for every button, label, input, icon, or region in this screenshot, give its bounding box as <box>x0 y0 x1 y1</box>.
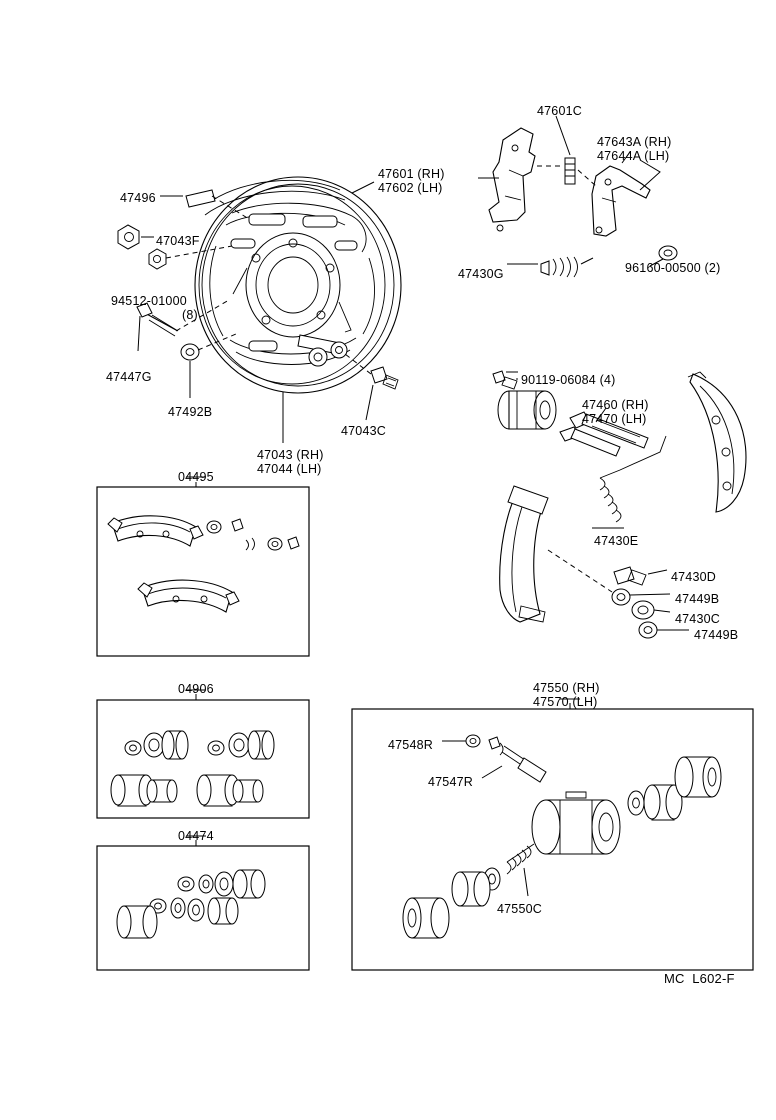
label-47601c: 47601C <box>537 104 582 118</box>
label-47430d: 47430D <box>671 570 716 584</box>
label-47430e: 47430E <box>594 534 639 548</box>
cylinder-spring <box>507 844 534 896</box>
label-47548r: 47548R <box>388 738 433 752</box>
kit-04495 <box>97 477 309 656</box>
label-47449b-upper: 47449B <box>675 592 720 606</box>
cup-47430c <box>632 601 670 619</box>
kit-04474 <box>97 836 309 970</box>
label-47043-rh: 47043 (RH) <box>257 448 324 462</box>
label-47430g: 47430G <box>458 267 504 281</box>
label-94512-qty: (8) <box>182 308 198 322</box>
label-94512-01000: 94512-01000 <box>111 294 187 308</box>
label-96160-00500: 96160-00500 (2) <box>625 261 721 275</box>
label-47550-rh: 47550 (RH) <box>533 681 600 695</box>
label-04474: 04474 <box>178 829 214 843</box>
label-47043f: 47043F <box>156 234 200 248</box>
label-04495: 04495 <box>178 470 214 484</box>
label-47460-rh: 47460 (RH) <box>582 398 649 412</box>
label-90119-06084: 90119-06084 (4) <box>521 373 616 387</box>
leader-47601 <box>352 182 374 193</box>
label-47043c: 47043C <box>341 424 386 438</box>
label-47643a: 47643A (RH) <box>597 135 672 149</box>
label-47496: 47496 <box>120 191 156 205</box>
label-47602-lh: 47602 (LH) <box>378 181 443 195</box>
footer-code: MC L602-F <box>664 971 735 986</box>
spring-47430g <box>507 257 593 277</box>
kit-04906 <box>97 690 309 818</box>
label-47470-lh: 47470 (LH) <box>582 412 647 426</box>
label-47447g: 47447G <box>106 370 152 384</box>
brake-shoe-left <box>500 486 548 622</box>
label-47550c: 47550C <box>497 902 542 916</box>
backing-plate-group <box>195 177 401 393</box>
label-47430c: 47430C <box>675 612 720 626</box>
label-47547r: 47547R <box>428 775 473 789</box>
label-47492b: 47492B <box>168 405 213 419</box>
label-47449b-lower: 47449B <box>694 628 739 642</box>
pin-47430d <box>614 567 667 585</box>
label-47601-rh: 47601 (RH) <box>378 167 445 181</box>
label-47570-lh: 47570 (LH) <box>533 695 598 709</box>
label-47044-lh: 47044 (LH) <box>257 462 322 476</box>
label-04906: 04906 <box>178 682 214 696</box>
label-47644a: 47644A (LH) <box>597 149 670 163</box>
wheel-cylinder-body <box>498 391 556 429</box>
brake-shoe-right <box>688 372 746 512</box>
